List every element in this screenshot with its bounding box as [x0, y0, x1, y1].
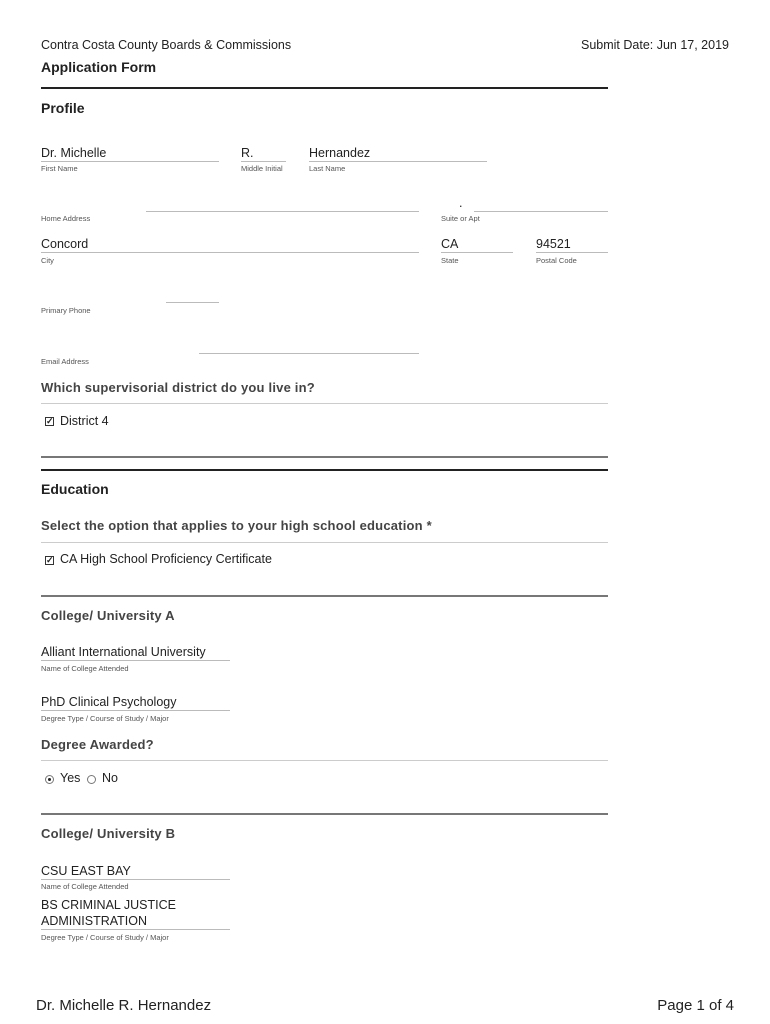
state-field[interactable] — [441, 252, 513, 253]
college-a-name-field[interactable] — [41, 660, 230, 661]
profile-section-title: Profile — [41, 100, 85, 116]
first-name-field[interactable] — [41, 161, 219, 162]
degree-awarded-divider — [41, 760, 608, 761]
state-value: CA — [441, 237, 459, 251]
district-question: Which supervisorial district do you live in? — [41, 380, 315, 395]
home-address-caption: Home Address — [41, 214, 91, 223]
postal-code-caption: Postal Code — [536, 256, 577, 265]
education-section-title: Education — [41, 481, 109, 497]
primary-phone-field[interactable] — [166, 302, 219, 303]
college-b-divider — [41, 813, 608, 815]
college-b-title: College/ University B — [41, 826, 176, 841]
district-divider — [41, 403, 608, 404]
form-title: Application Form — [41, 59, 157, 75]
state-caption: State — [441, 256, 459, 265]
college-b-name-caption: Name of College Attended — [41, 882, 129, 891]
college-a-divider — [41, 595, 608, 597]
degree-awarded-yes-label: Yes — [60, 771, 81, 785]
email-caption: Email Address — [41, 357, 89, 366]
college-a-name-value: Alliant International University — [41, 645, 206, 659]
suite-value: . — [459, 196, 463, 210]
footer-applicant-name: Dr. Michelle R. Hernandez — [36, 997, 212, 1014]
last-name-caption: Last Name — [309, 164, 346, 173]
header-divider — [41, 87, 608, 89]
postal-code-value: 94521 — [536, 237, 571, 251]
submit-date: Submit Date: Jun 17, 2019 — [580, 38, 729, 52]
college-a-degree-field[interactable] — [41, 710, 230, 711]
college-b-degree-line1: BS CRIMINAL JUSTICE — [41, 898, 176, 912]
first-name-caption: First Name — [41, 164, 78, 173]
city-value: Concord — [41, 237, 89, 251]
degree-awarded-yes-radio[interactable] — [45, 775, 54, 784]
primary-phone-caption: Primary Phone — [41, 306, 91, 315]
college-a-title: College/ University A — [41, 608, 175, 623]
last-name-value: Hernandez — [309, 146, 371, 160]
college-b-degree-field[interactable] — [41, 929, 230, 930]
profile-end-divider — [41, 456, 608, 458]
high-school-divider — [41, 542, 608, 543]
organization-name: Contra Costa County Boards & Commissions — [41, 38, 292, 52]
middle-initial-caption: Middle Initial — [241, 164, 283, 173]
college-a-name-caption: Name of College Attended — [41, 664, 129, 673]
college-a-degree-value: PhD Clinical Psychology — [41, 695, 177, 709]
city-field[interactable] — [41, 252, 419, 253]
college-b-degree-line2: ADMINISTRATION — [41, 914, 148, 928]
high-school-question: Select the option that applies to your high school education * — [41, 518, 432, 533]
high-school-answer: CA High School Proficiency Certificate — [60, 552, 272, 566]
college-b-degree-caption: Degree Type / Course of Study / Major — [41, 933, 169, 942]
postal-code-field[interactable] — [536, 252, 608, 253]
college-b-name-field[interactable] — [41, 879, 230, 880]
first-name-value: Dr. Michelle — [41, 146, 107, 160]
degree-awarded-question: Degree Awarded? — [41, 737, 154, 752]
city-caption: City — [41, 256, 54, 265]
district-checkbox[interactable]: ✓ — [46, 416, 54, 426]
footer-page-number: Page 1 of 4 — [657, 997, 734, 1014]
degree-awarded-no-radio[interactable] — [87, 775, 96, 784]
suite-field[interactable] — [474, 211, 608, 212]
college-a-degree-caption: Degree Type / Course of Study / Major — [41, 714, 169, 723]
middle-initial-field[interactable] — [241, 161, 286, 162]
district-answer: District 4 — [60, 414, 109, 428]
middle-initial-value: R. — [241, 146, 254, 160]
education-divider — [41, 469, 608, 471]
home-address-field[interactable] — [146, 211, 419, 212]
last-name-field[interactable] — [309, 161, 487, 162]
degree-awarded-no-label: No — [102, 771, 118, 785]
high-school-checkbox[interactable]: ✓ — [46, 555, 54, 565]
suite-caption: Suite or Apt — [441, 214, 480, 223]
email-field[interactable] — [199, 353, 419, 354]
college-b-name-value: CSU EAST BAY — [41, 864, 131, 878]
